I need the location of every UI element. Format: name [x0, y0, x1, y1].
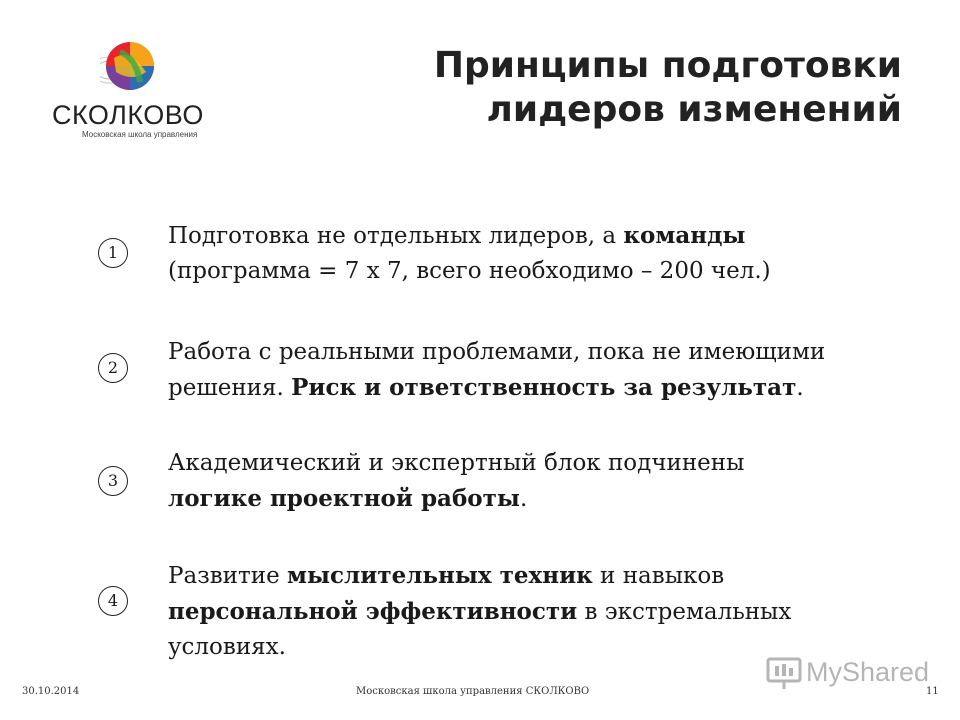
principle-item-2: [168, 335, 928, 406]
principle-item-3: [168, 446, 928, 517]
item-number-2: 2: [98, 353, 128, 383]
item-3-period: .: [519, 486, 528, 512]
logo-subtitle: Московская школа управления: [82, 130, 198, 139]
item-4-text: Развитие: [168, 563, 287, 589]
title-line-2: лидеров изменений: [486, 89, 902, 130]
item-number-3: 3: [98, 466, 128, 496]
footer-date: 30.10.2014: [22, 686, 80, 697]
item-1-bold: команды: [623, 222, 746, 249]
item-1-line2: (программа = 7 х 7, всего необходимо – 200 чел.): [168, 258, 771, 284]
item-2-text: решения.: [168, 375, 292, 401]
item-4-text-2: и навыков: [592, 563, 725, 589]
title-line-1: Принципы подготовки: [433, 45, 902, 86]
slide-title: [434, 44, 902, 132]
item-4-text-3: в экстремальных: [577, 599, 792, 625]
item-4-bold-2: персональной эффективности: [168, 598, 578, 625]
item-2-bold: Риск и ответственность за результат: [291, 374, 797, 401]
item-1-text: Подготовка не отдельных лидеров, а: [168, 223, 624, 249]
item-number-4: 4: [98, 586, 128, 616]
footer-org: Московская школа управления СКОЛКОВО: [356, 686, 590, 697]
myshared-watermark: [766, 653, 930, 693]
principle-item-4: [168, 558, 928, 665]
watermark-text: MyShared: [806, 657, 930, 687]
item-2-period: .: [796, 375, 804, 401]
globe-logo-icon: [100, 38, 156, 98]
skolkovo-logo: [52, 38, 202, 138]
item-2-line1: Работа с реальными проблемами, пока не имеющими: [168, 339, 826, 365]
item-3-bold: логике проектной работы: [168, 485, 520, 512]
item-3-line1: Академический и экспертный блок подчинены: [168, 450, 745, 476]
item-4-bold-1: мыслительных техник: [287, 562, 593, 589]
item-4-line3: условиях.: [168, 634, 286, 660]
presentation-board-icon: [766, 657, 802, 691]
principle-item-1: [168, 218, 928, 289]
item-number-1: 1: [98, 238, 128, 268]
logo-name: СКОЛКОВО: [52, 100, 204, 130]
footer-page-number: 11: [926, 686, 939, 697]
